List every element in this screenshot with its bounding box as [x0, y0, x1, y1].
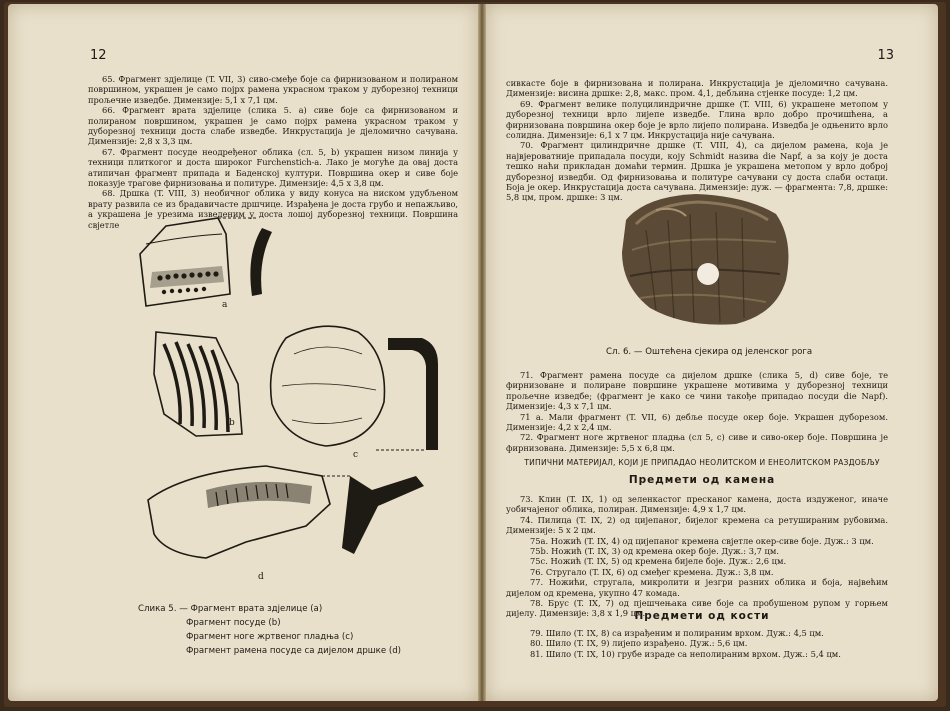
right-mid-text [506, 370, 888, 453]
paragraph-71a: 71 а. Мали фрагмент (T. VII, 6) дебље посуде окер боје. Украшен дуборезом. Димензије: 4,2 x 2,4 цм. [506, 411, 888, 433]
section-heading: ТИПИЧНИ МАТЕРИЈАЛ, КОЈИ ЈЕ ПРИПАДАО НЕОЛИТСКОМ И ЕНЕОЛИТСКОМ РАЗДОБЉУ [524, 458, 880, 467]
right-page [486, 4, 938, 701]
paragraph-69: 69. Фрагмент велике полуцилиндричне дршке (T. VIII, 6) украшене метопом у дуборезној техници врло лијепе изведбе. Глина врло добро прочишћена, а фирнизована површина окер боје је врло лијепо полирана. Изведба је одњенито врло солидна. Димензије: 6,1 x 7 цм. Инкрустација није сачувана. [506, 98, 888, 141]
caption-title: Слика 5. — Фрагмент врата здјелице (a) [138, 604, 323, 614]
right-top-text [506, 78, 888, 203]
fragment-c-drawing [271, 326, 438, 450]
figure-label-c: c [353, 450, 359, 460]
paragraph-67: 67. Фрагмент посуде неодређеног облика (сл. 5, b) украшен низом линија у техници плиткогог и доста широког Furchenstich-а. Лако је могуће да овај доста атипичан фрагмент припада и Баденској култури. Површина окер и сиве боје показује трагове фирнизовања и политуре. Димензије: 4,5 x 3,8 цм. [88, 146, 458, 189]
paragraph-68-continued: сивкасте боје в фирнизована и полирана. Инкрустација је дјеломично сачувана. Димензије: висина дршке: 2,8, макс. пром. 4,1, дебљина стјенке посуде: 1,2 цм. [506, 78, 888, 99]
page-number-left: 12 [90, 48, 107, 63]
stone-item-75b: 75b. Ножић (T. IX, 3) од кремена окер боје. Дуж.: 3,7 цм. [530, 546, 779, 557]
bone-items-list [506, 628, 888, 659]
bone-item-81: 81. Шило (T. IX, 10) грубе израде са неполираним врхом. Дуж.: 5,4 цм. [530, 648, 841, 659]
bone-item-79: 79. Шило (T. IX, 8) са израђеним и полираним врхом. Дуж.: 4,5 цм. [530, 628, 824, 638]
fragment-d-drawing [148, 466, 424, 558]
page-number-right: 13 [877, 48, 894, 63]
left-page [8, 4, 478, 701]
paragraph-65: 65. Фрагмент здјелице (T. VII, 3) сиво-смеђе боје са фирнизованом и полираном површином, украшен је само појрх рамена украсном траком у дуборезној техници прољечне изведбе. Димензије: 5,1 x 7,1 цм. [88, 74, 458, 105]
stone-item-74: 74. Пилица (T. IX, 2) од цијепаног, бијелог кремена са ретушираним рубовима. Димензије: 5 x 2 цм. [506, 514, 888, 536]
stone-item-77: 77. Ножићи, стругала, микролити и језгри разних облика и боја, највећим дијелом од кремена, укупно 47 комада. [506, 577, 888, 598]
paragraph-71: 71. Фрагмент рамена посуде са дијелом дршке (слика 5, d) сиве боје, те фирнизоване и полиране површине украшене мотивима у дуборезној техници прољечне изведбе; (фрагмент је како се чини такође припадао посуди die Napf). Димензије: 4,3 x 7,1 цм. [506, 370, 888, 412]
figure-label-a: a [222, 300, 228, 310]
stone-items-list [506, 494, 888, 619]
stone-item-76: 76. Стругало (T. IX, 6) од смеђег кремена. Дуж.: 3,8 цм. [530, 566, 774, 577]
subheading-stone: Предмети од камена [628, 474, 776, 486]
figure-label-d: d [258, 572, 264, 582]
caption-line-c: Фрагмент ноге жртвеног пладња (c) [186, 632, 354, 642]
stone-item-73: 73. Клин (T. IX, 1) од зеленкастог пресканог камена, доста издуженог, иначе уобичајеног облика, полиран. Димензије: 4,9 x 1,7 цм. [506, 494, 888, 515]
caption-line-b: Фрагмент посуде (b) [186, 618, 281, 628]
figure-label-b: b [229, 418, 235, 428]
paragraph-72: 72. Фрагмент ноге жртвеног пладња (сл 5, c) сиве и сиво-окер боје. Површина је фирнизована. Димензије: 5,5 x 6,8 цм. [506, 432, 888, 453]
caption-line-d: Фрагмент рамена посуде са дијелом дршке (d) [186, 646, 402, 656]
paragraph-66: 66. Фрагмент врата здјелице (слика 5. а) сиве боје са фирнизованом и полираном површином, украшен је само појрх рамена украсном траком у дуборезној техници доста слабе изведбе. Инкрустација је дјеломично сачувана. Димензије: 2,8 x 3,3 цм. [88, 105, 458, 147]
figure-5-caption [138, 602, 458, 658]
stone-item-78: 78. Брус (T. IX, 7) од пјешчењака сиве боје са пробушеном рупом у горњем дијелу. Димензије: 3,8 x 1,9 цм. [506, 598, 888, 619]
stone-item-75c: 75c. Ножић (T. IX, 5) од кремена бијеле боје. Дуж.: 2,6 цм. [530, 556, 787, 567]
bone-item-80: 80. Шило (T. IX, 9) лијепо израђено. Дуж.: 5,6 цм. [530, 638, 748, 649]
figure-5-drawings [126, 214, 456, 594]
antler-axe-photo [616, 190, 796, 330]
fragment-a-drawing [140, 218, 272, 306]
subheading-bone: Предмети од кости [634, 610, 770, 622]
stone-item-75a: 75а. Ножић (T. IX, 4) од цијепаног кремена свјетле окер-сиве боје. Дуж.: 3 цм. [530, 535, 874, 546]
paragraph-68: 68. Дршка (T. VIII, 3) необичног облика у виду конуса на ниском удубљеном врату развила се из брадавичасте дршчице. Израђена је доста грубо и непажљиво, а украшена је урезима изведеним у доста лошој дуборезној техници. Површина свјетле [88, 188, 458, 230]
book-gutter [478, 4, 486, 701]
left-text-block [88, 74, 458, 230]
figure-6-caption: Сл. 6. — Оштећена сјекира од јеленског рога [606, 347, 813, 357]
paragraph-70: 70. Фрагмент цилиндричне дршке (T. VIII, 4), са дијелом рамена, која је највјероватније припадала посуди, коју Schmidt назива die Napf, а за коју је доста тешко наћи прикладан домаћи термин. Дршка је украшена метопом у врло доброј дуборезној изведби. Од фирнизовања и политуре сачувани су доста слаби остаци. Боја је окер. Инкрустација доста сачувана. Димензије: дуж. — фрагмента: 7,8, дршке: 5,8 цм, пром. дршке: 3 цм. [506, 140, 888, 203]
